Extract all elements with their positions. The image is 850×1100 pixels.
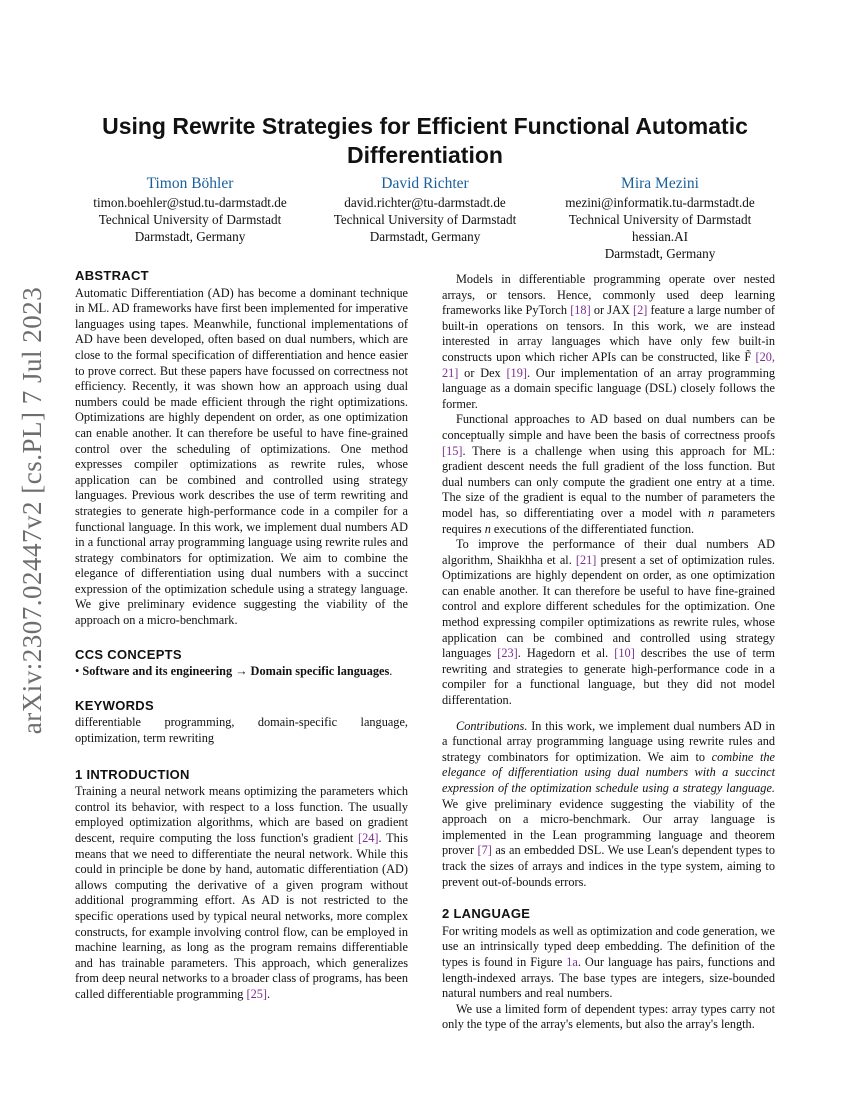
- author-email: timon.boehler@stud.tu-darmstadt.de: [93, 195, 287, 210]
- text-run: To improve the performance of their dual numbers AD algorithm, Shaikhha et al.: [442, 537, 775, 567]
- text-run: Models in differentiable programming operate over nested arrays, or tensors. Hence, commonly used deep learning frameworks like PyTorch: [442, 272, 775, 318]
- paragraph-contributions: [442, 719, 775, 891]
- citation-link[interactable]: [7]: [477, 843, 492, 858]
- introduction-heading: 1 INTRODUCTION: [75, 766, 190, 782]
- right-column: [442, 272, 775, 1033]
- author-2: [310, 174, 540, 262]
- author-affiliation-2: hessian.AI: [631, 229, 689, 244]
- text-run: . Our implementation of an array programming language as a domain specific language (DSL) closely follows the former.: [442, 365, 775, 411]
- abstract-heading: ABSTRACT: [75, 268, 149, 283]
- citation-link[interactable]: [15]: [442, 443, 463, 458]
- emphasis-text: combine the elegance of differentiation using dual numbers with a succinct expression of the optimization schedule using a strategy language.: [442, 749, 775, 795]
- author-affiliation: Technical University of Darmstadt: [333, 212, 517, 227]
- text-run: describes the use of term rewriting and strategies to generate high-performance code in a compiler for a functional language, but they did not model differentation.: [442, 646, 775, 708]
- text-run: In this work, we implement dual numbers AD in a functional array programming language using rewrite rules and strategy combinators for optimization. We aim to: [442, 718, 775, 764]
- text-run: . Our language has pairs, functions and length-indexed arrays. The base types are integers, size-bounded natural numbers and real numbers.: [442, 954, 776, 1001]
- arxiv-stamp: [8, 286, 58, 734]
- keywords-text: differentiable programming, domain-specific language, optimization, term rewriting: [75, 715, 408, 746]
- text-run: present a set of optimization rules. Optimizations are highly dependent on order, as one optimization can enable another. It can therefore be useful to have fine-grained control and explore different schedules for the optimization. One method expressing compiler optimizations as rewrite rules, whose application can be combined and controlled using strategy languages: [442, 552, 776, 661]
- text-run: feature a large number of built-in operations on tensors. In this work, we are instead interested in array languages which have only few built-in constructs upon which richer APIs can be constructed, like F̃: [442, 303, 775, 364]
- paragraph-performance: [442, 537, 775, 709]
- author-email: david.richter@tu-darmstadt.de: [344, 195, 506, 210]
- citation-link[interactable]: [21]: [575, 552, 597, 567]
- ccs-text: Software and its engineering → Domain specific languages: [82, 664, 390, 679]
- keywords-heading: KEYWORDS: [75, 697, 154, 713]
- introduction-section: [75, 767, 408, 1003]
- text-run: . There is a challenge when using this approach for ML: gradient descent needs the full gradient of the loss function. But dual numbers can only compute the gradient one entry at a time. The size of the gradient is equal to the number of parameters the model has, so differentiating over a model with: [442, 443, 775, 520]
- paragraph-functional: [442, 412, 775, 537]
- citation-link[interactable]: [20, 21]: [442, 349, 775, 380]
- language-heading: 2 LANGUAGE: [442, 906, 531, 922]
- citation-link[interactable]: [23]: [497, 646, 518, 661]
- text-run: as an embedded DSL. We use Lean's dependent types to track the sizes of arrays and indices in the type system, aiming to prevent out-of-bounds errors.: [442, 843, 775, 889]
- author-location: Darmstadt, Germany: [369, 229, 481, 244]
- citation-link[interactable]: [19]: [506, 365, 527, 380]
- math-n: n: [708, 505, 715, 520]
- abstract-text: Automatic Differentiation (AD) has become a dominant technique in ML. AD frameworks have first been implemented for imperative languages using tapes. Meanwhile, functional implementations of AD have been developed, often based on dual numbers, which are close to the formal specification of differentiation and hence easier to prove correct. But these papers have focussed on correctness not efficiency. Recently, it was shown how an approach using dual numbers could be made efficient through the right optimizations. Optimizations are highly dependent on order, as one optimization can enable another. It can therefore be useful to have fine-grained control over the scheduling of optimizations. One method expresses compiler optimizations as rewrite rules, whose application can be combined and controlled using strategy languages. Previous work describes the use of term rewriting and strategies to generate high-performance code in a compiler for a functional language. In this work, we implement dual numbers AD in a functional array programming language using rewrite rules and strategy combinators for optimization. We aim to combine the elegance of differentiation using dual numbers with a succinct expression of the optimization schedule using a strategy language. We give preliminary evidence suggesting the viability of the approach on a micro-benchmark.: [75, 285, 408, 628]
- text-run: executions of the differentiated function.: [490, 521, 695, 536]
- math-n: n: [484, 521, 491, 536]
- author-3: [545, 174, 775, 262]
- author-affiliation: Technical University of Darmstadt: [568, 212, 752, 227]
- author-name: Mira Mezini: [621, 175, 699, 192]
- text-run: or JAX: [590, 303, 634, 318]
- author-1: [75, 174, 305, 262]
- ccs-bullet: •: [75, 664, 80, 679]
- citation-link[interactable]: [25]: [246, 986, 268, 1001]
- contributions-label: Contributions.: [456, 718, 528, 733]
- author-name: David Richter: [381, 175, 469, 192]
- author-email: mezini@informatik.tu-darmstadt.de: [565, 195, 755, 210]
- left-column: [75, 268, 408, 1003]
- intro-paragraph-1: [75, 784, 408, 1002]
- arxiv-stamp-text: arXiv:2307.02447v2 [cs.PL] 7 Jul 2023: [17, 286, 48, 734]
- text-run: or Dex: [458, 365, 507, 380]
- text-run: parameters requires: [442, 505, 776, 536]
- author-location: Darmstadt, Germany: [604, 246, 716, 261]
- text-run: . This means that we need to differentiate the neural network. While this could in principle be done by hand, automatic differentiation (AD) allows computing the derivative of a given program without additional programming effort. As AD is not restricted to the specific operations used by typical neural networks, more complex constructs, for example involving control flow, can be employed in machine learning, as long as the program remains differentiable and has trainable parameters. This approach, which generalizes from deep neural networks to a broader class of programs, has been called differentiable programming: [75, 831, 408, 1001]
- ccs-heading: CCS CONCEPTS: [75, 646, 182, 662]
- figure-link[interactable]: 1a: [566, 954, 578, 969]
- ccs-section: [75, 647, 408, 680]
- author-location: Darmstadt, Germany: [134, 229, 246, 244]
- author-block: [75, 174, 775, 262]
- paper-title: Using Rewrite Strategies for Efficient Functional Automatic Differentiation: [102, 113, 748, 168]
- text-run: . Hagedorn et al.: [517, 646, 615, 661]
- text-run: .: [267, 986, 271, 1001]
- keywords-section: [75, 698, 408, 747]
- paragraph-dependent-types: We use a limited form of dependent types: array types carry not only the type of the array's elements, but also the array's length.: [442, 1001, 775, 1032]
- ccs-end: .: [389, 664, 393, 679]
- citation-link[interactable]: [18]: [570, 303, 591, 318]
- text-run: We give preliminary evidence suggesting the viability of the approach on a micro-benchmark. Our array language is implemented in the Lean programming language and theorem prover: [442, 796, 775, 858]
- author-affiliation: Technical University of Darmstadt: [98, 212, 282, 227]
- paragraph-models: [442, 272, 775, 412]
- citation-link[interactable]: [10]: [614, 646, 635, 661]
- ccs-concepts: [75, 664, 408, 680]
- text-run: Training a neural network means optimizing the parameters which control its behavior, with respect to a loss function. The usually employed optimization algorithms, which are based on gradient descent, require computing the loss function's gradient: [75, 784, 408, 845]
- citation-link[interactable]: [2]: [633, 303, 648, 318]
- paragraph-language: [442, 924, 775, 1002]
- text-run: For writing models as well as optimization and code generation, we use an intrinsically typed deep embedding. The definition of the types is found in Figure: [442, 923, 775, 969]
- author-name: Timon Böhler: [146, 175, 234, 192]
- text-run: Functional approaches to AD based on dual numbers can be conceptually simple and have been the basis of correctness proofs: [442, 412, 775, 442]
- citation-link[interactable]: [24]: [358, 831, 379, 845]
- language-section: [442, 906, 775, 1033]
